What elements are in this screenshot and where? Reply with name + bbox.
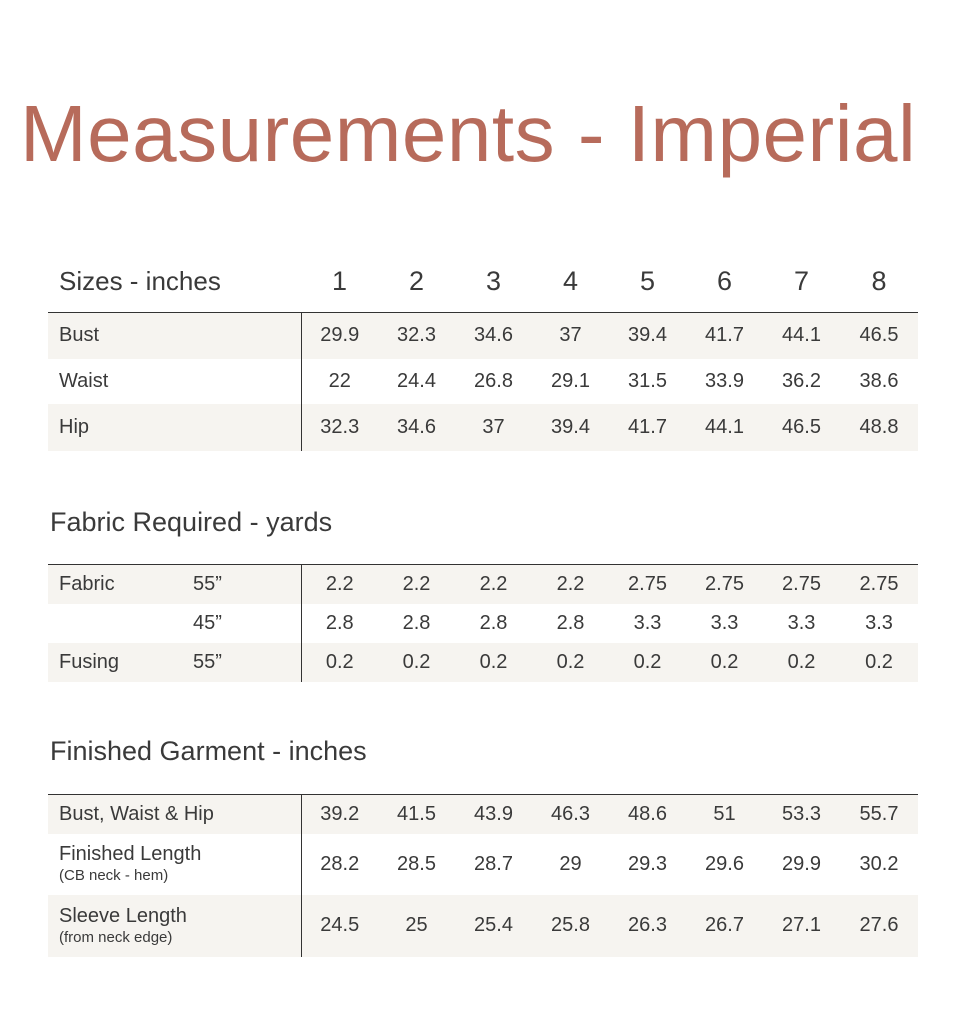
table-cell: 26.8 <box>474 369 513 392</box>
table-cell: 3.3 <box>710 611 739 634</box>
table-cell: 30.2 <box>859 852 899 875</box>
table-cell: 3.3 <box>865 611 893 634</box>
table-cell: 2.75 <box>840 565 918 604</box>
table-cell: 28.7 <box>474 852 513 875</box>
fabric-width: 45” <box>193 611 222 634</box>
table-cell: 37 <box>532 313 609 359</box>
table-cell: 41.5 <box>378 795 455 834</box>
table-cell: 2.75 <box>686 565 763 604</box>
table-cell: 2.8 <box>556 611 585 634</box>
table-cell: 37 <box>455 404 532 451</box>
fabric-table <box>48 564 918 682</box>
table-cell: 44.1 <box>763 313 840 359</box>
table-cell: 46.3 <box>532 795 609 834</box>
table-cell: 0.2 <box>609 643 686 682</box>
row-label <box>48 834 301 895</box>
size-column-header: 3 <box>485 265 502 296</box>
table-cell: 0.2 <box>686 643 763 682</box>
table-cell: 44.1 <box>686 404 763 451</box>
table-row <box>48 359 918 404</box>
table-cell: 0.2 <box>840 643 918 682</box>
table-cell: 2.8 <box>479 611 508 634</box>
sizes-header-label: Sizes - inches <box>59 265 221 296</box>
table-cell: 0.2 <box>455 643 532 682</box>
row-label-main: Bust, Waist & Hip <box>59 803 214 826</box>
table-cell: 33.9 <box>705 369 744 392</box>
size-column-header: 8 <box>871 265 887 296</box>
table-cell: 34.6 <box>455 313 532 359</box>
row-label-main: Sleeve Length <box>59 904 187 927</box>
table-cell: 2.2 <box>532 565 609 604</box>
garment-table <box>48 794 918 957</box>
table-row <box>48 313 918 359</box>
size-column-header: 4 <box>562 265 579 296</box>
row-label <box>48 604 193 643</box>
page-title: Measurements - Imperial <box>20 88 917 178</box>
table-cell: 25.8 <box>532 895 609 957</box>
table-cell: 24.5 <box>301 895 378 957</box>
table-cell: 41.7 <box>609 404 686 451</box>
table-cell: 43.9 <box>455 795 532 834</box>
row-label: Fusing <box>48 643 193 682</box>
table-cell: 25 <box>378 895 455 957</box>
table-cell: 29 <box>559 852 582 875</box>
table-cell: 2.75 <box>763 565 840 604</box>
table-cell: 32.3 <box>378 313 455 359</box>
table-cell: 32.3 <box>301 404 378 451</box>
table-cell: 28.2 <box>301 834 378 895</box>
row-label-sub: (from neck edge) <box>59 928 173 946</box>
table-cell: 41.7 <box>686 313 763 359</box>
row-label: Fabric <box>48 565 193 604</box>
table-cell: 27.6 <box>840 895 918 957</box>
table-cell: 0.2 <box>378 643 455 682</box>
size-column-header: 1 <box>331 265 348 296</box>
table-row <box>48 604 918 643</box>
row-label <box>48 795 301 834</box>
size-column-header: 7 <box>793 265 810 296</box>
table-cell: 24.4 <box>397 369 436 392</box>
table-cell: 55.7 <box>840 795 918 834</box>
table-cell: 38.6 <box>859 369 899 392</box>
garment-heading: Finished Garment - inches <box>50 736 367 766</box>
table-row <box>48 834 918 895</box>
table-row <box>48 404 918 451</box>
table-cell: 29.9 <box>782 852 821 875</box>
table-cell: 34.6 <box>378 404 455 451</box>
table-row <box>48 565 918 604</box>
table-cell: 36.2 <box>782 369 821 392</box>
table-cell: 27.1 <box>763 895 840 957</box>
table-cell: 22 <box>301 359 378 404</box>
table-cell: 31.5 <box>628 369 667 392</box>
row-label-main: Finished Length <box>59 843 202 865</box>
row-label: Hip <box>48 404 301 451</box>
table-cell: 39.4 <box>609 313 686 359</box>
table-cell: 29.6 <box>705 852 744 875</box>
fabric-width: 55” <box>193 565 301 604</box>
row-label-sub: (CB neck - hem) <box>59 867 169 884</box>
table-cell: 0.2 <box>763 643 840 682</box>
table-cell: 2.2 <box>378 565 455 604</box>
table-cell: 2.2 <box>301 565 378 604</box>
size-column-header: 2 <box>408 265 425 296</box>
table-row <box>48 795 918 834</box>
table-cell: 0.2 <box>532 643 609 682</box>
table-cell: 48.6 <box>609 795 686 834</box>
row-label <box>48 895 301 957</box>
table-cell: 28.5 <box>397 852 436 875</box>
table-cell: 29.9 <box>301 313 378 359</box>
table-cell: 39.4 <box>532 404 609 451</box>
table-cell: 2.8 <box>301 604 378 643</box>
fabric-width: 55” <box>193 643 301 682</box>
table-cell: 46.5 <box>840 313 918 359</box>
table-cell: 39.2 <box>301 795 378 834</box>
table-cell: 25.4 <box>455 895 532 957</box>
table-row <box>48 643 918 682</box>
table-row <box>48 895 918 957</box>
table-cell: 53.3 <box>763 795 840 834</box>
table-cell: 29.1 <box>551 369 590 392</box>
fabric-heading: Fabric Required - yards <box>50 507 333 537</box>
table-cell: 3.3 <box>787 611 816 634</box>
table-cell: 46.5 <box>763 404 840 451</box>
table-cell: 3.3 <box>633 611 662 634</box>
table-cell: 2.2 <box>455 565 532 604</box>
table-cell: 26.3 <box>609 895 686 957</box>
row-label: Bust <box>48 313 301 359</box>
size-column-header: 5 <box>639 265 656 296</box>
table-cell: 2.75 <box>609 565 686 604</box>
table-cell: 0.2 <box>301 643 378 682</box>
row-label: Waist <box>59 369 109 392</box>
sizes-table <box>48 250 918 451</box>
size-column-header: 6 <box>716 265 733 296</box>
table-cell: 51 <box>686 795 763 834</box>
table-cell: 29.3 <box>628 852 667 875</box>
table-cell: 48.8 <box>840 404 918 451</box>
table-cell: 26.7 <box>686 895 763 957</box>
sizes-header-row <box>48 250 918 313</box>
table-cell: 2.8 <box>402 611 431 634</box>
